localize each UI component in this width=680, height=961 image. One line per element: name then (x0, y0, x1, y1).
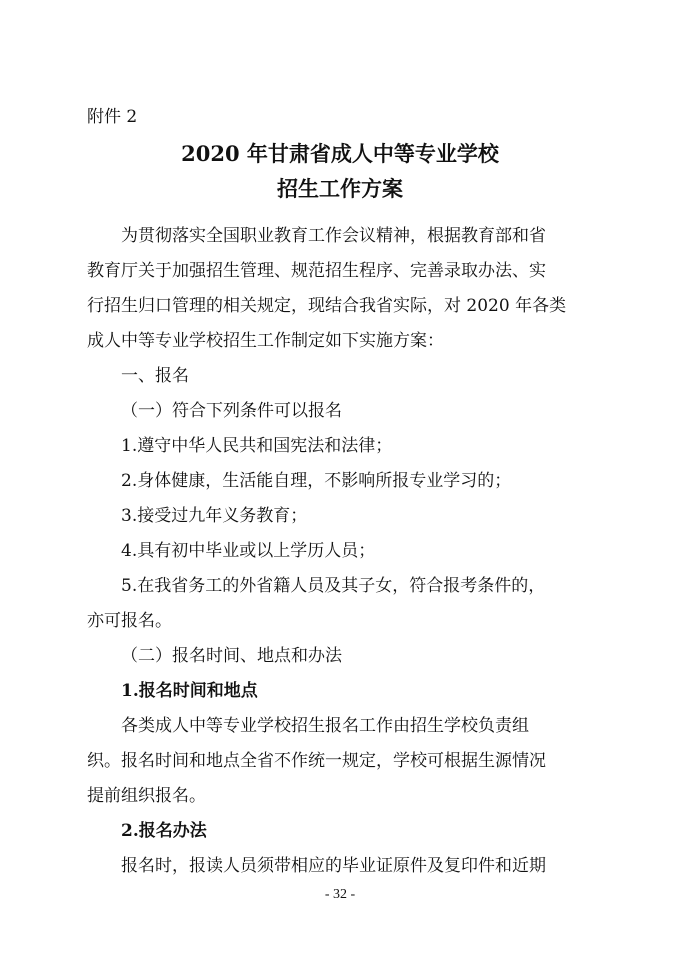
condition-item: 4.具有初中毕业或以上学历人员； (121, 541, 376, 561)
condition-item: 3.接受过九年义务教育； (121, 506, 308, 526)
document-title-line-2: 招生工作方案 (277, 176, 403, 201)
intro-line: 行招生归口管理的相关规定，现结合我省实际，对 2020 年各类 (87, 296, 567, 316)
time-place-text-line: 提前组织报名。 (87, 786, 206, 806)
section-heading: 一、报名 (121, 366, 189, 386)
method-text-line: 报名时，报读人员须带相应的毕业证原件及复印件和近期 (121, 856, 546, 876)
page-number: - 32 - (324, 887, 356, 902)
subsection-heading: （一）符合下列条件可以报名 (121, 401, 342, 421)
intro-line: 教育厅关于加强招生管理、规范招生程序、完善录取办法、实 (87, 261, 546, 281)
condition-item: 2.身体健康，生活能自理，不影响所报专业学习的； (121, 471, 512, 491)
intro-line: 成人中等专业学校招生工作制定如下实施方案： (87, 331, 444, 351)
time-place-text-line: 各类成人中等专业学校招生报名工作由招生学校负责组 (121, 716, 529, 736)
subsection-heading: （二）报名时间、地点和办法 (121, 646, 342, 666)
document-body (87, 219, 593, 884)
condition-item: 1.遵守中华人民共和国宪法和法律； (121, 436, 393, 456)
attachment-label: 附件 2 (87, 107, 138, 127)
condition-item: 5.在我省务工的外省籍人员及其子女，符合报考条件的， (121, 576, 546, 596)
time-place-heading: 1.报名时间和地点 (121, 681, 258, 701)
condition-item-continued: 亦可报名。 (87, 611, 172, 631)
intro-line: 为贯彻落实全国职业教育工作会议精神，根据教育部和省 (121, 226, 546, 246)
method-heading: 2.报名办法 (121, 821, 207, 841)
document-title-line-1: 2020 年甘肃省成人中等专业学校 (181, 141, 499, 166)
time-place-text-line: 织。报名时间和地点全省不作统一规定，学校可根据生源情况 (87, 751, 546, 771)
